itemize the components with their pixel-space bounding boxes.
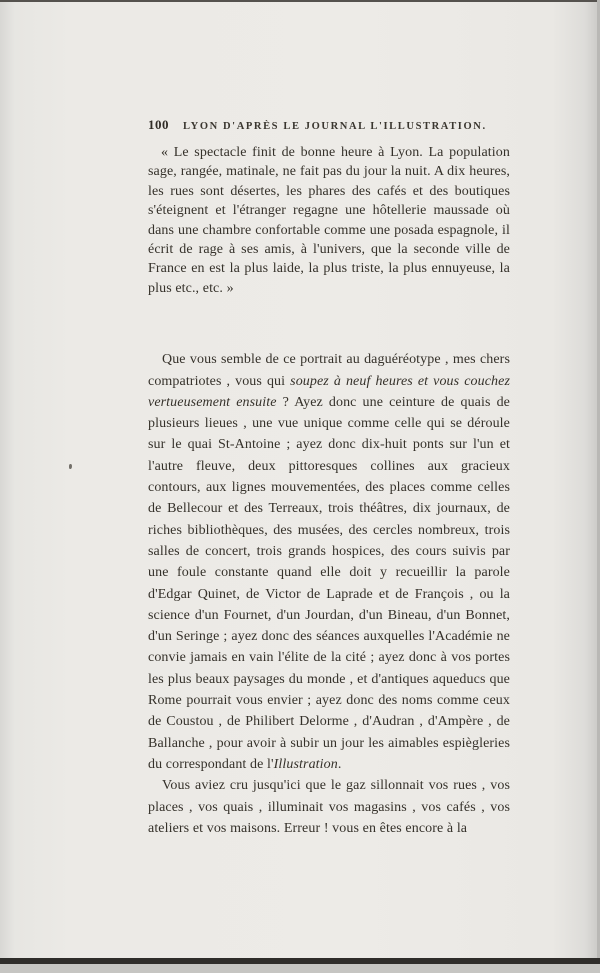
page-header bbox=[148, 117, 510, 133]
page-number: 100 bbox=[148, 117, 169, 132]
running-title: LYON D'APRÈS LE JOURNAL L'ILLUSTRATION. bbox=[183, 121, 487, 132]
italic-run: Illustration bbox=[273, 756, 338, 772]
quote-paragraph: « Le spectacle finit de bonne heure à Lyon. La population sage, rangée, matinale, ne fait pas du jour la nuit. A dix heures, les rues sont désertes, les phares des cafés et des boutiques s'éteignent et l'étranger regagne une hôtellerie maussade où dans une chambre confortable comme une posada espagnole, il écrit de rage à ses amis, à l'univers, que la seconde ville de France en est la plus laide, la plus triste, la plus ennuyeuse, la plus etc., etc. » bbox=[148, 145, 510, 296]
closing-paragraph: Vous aviez cru jusqu'ici que le gaz sillonnait vos rues , vos places , vos quais , illuminait vos magasins , vos cafés , vos ateliers et vos maisons. Erreur ! vous en êtes encore à la bbox=[148, 778, 510, 836]
text-run: . bbox=[337, 756, 342, 772]
text-run: ? Ayez donc une ceinture de quais de plusieurs lieues , une vue unique comme celle qui se déroule sur le quai St-Antoine ; ayez donc dix-huit ponts sur l'un et l'autre fleuve, deux pittoresques collines aux gracieux contours, aux lignes mouvementées, des places comme celles de Bellecour et des Terreaux, trois théâtres, dix journaux, de riches bibliothèques, des musées, des cercles nombreux, trois salles de concert, trois grands hospices, des cours suivis par une foule constante quand elle doit y recueillir la parole d'Edgar Quinet, de Victor de Laprade et de François , ou la science d'un Fournet, d'un Jourdan, d'un Bineau, d'un Bonnet, d'un Seringe ; ayez donc des séances auxquelles l'Académie ne convie jamais en vain l'élite de la cité ; ayez donc à vos portes les plus beaux paysages du monde , et d'antiques aqueducs que Rome pourrait vous envier ; ayez donc des noms comme ceux de Coustou , de Philibert Delorme , d'Audran , d'Ampère , de Ballanche , pour avoir à subir un jour les aimables espiègleries du correspondant de l' bbox=[148, 394, 510, 772]
scan-edge-bottom-shadow bbox=[0, 964, 600, 973]
book-page bbox=[148, 117, 510, 839]
text-run: Que vous semble de ce portrait au daguéréotype , mes chers compatriotes , vous qui bbox=[148, 352, 510, 389]
scan-edge-top bbox=[0, 0, 600, 2]
italic-run: soupez à neuf heures et vous couchez vertueusement ensuite bbox=[148, 373, 510, 410]
main-paragraph bbox=[148, 349, 510, 775]
